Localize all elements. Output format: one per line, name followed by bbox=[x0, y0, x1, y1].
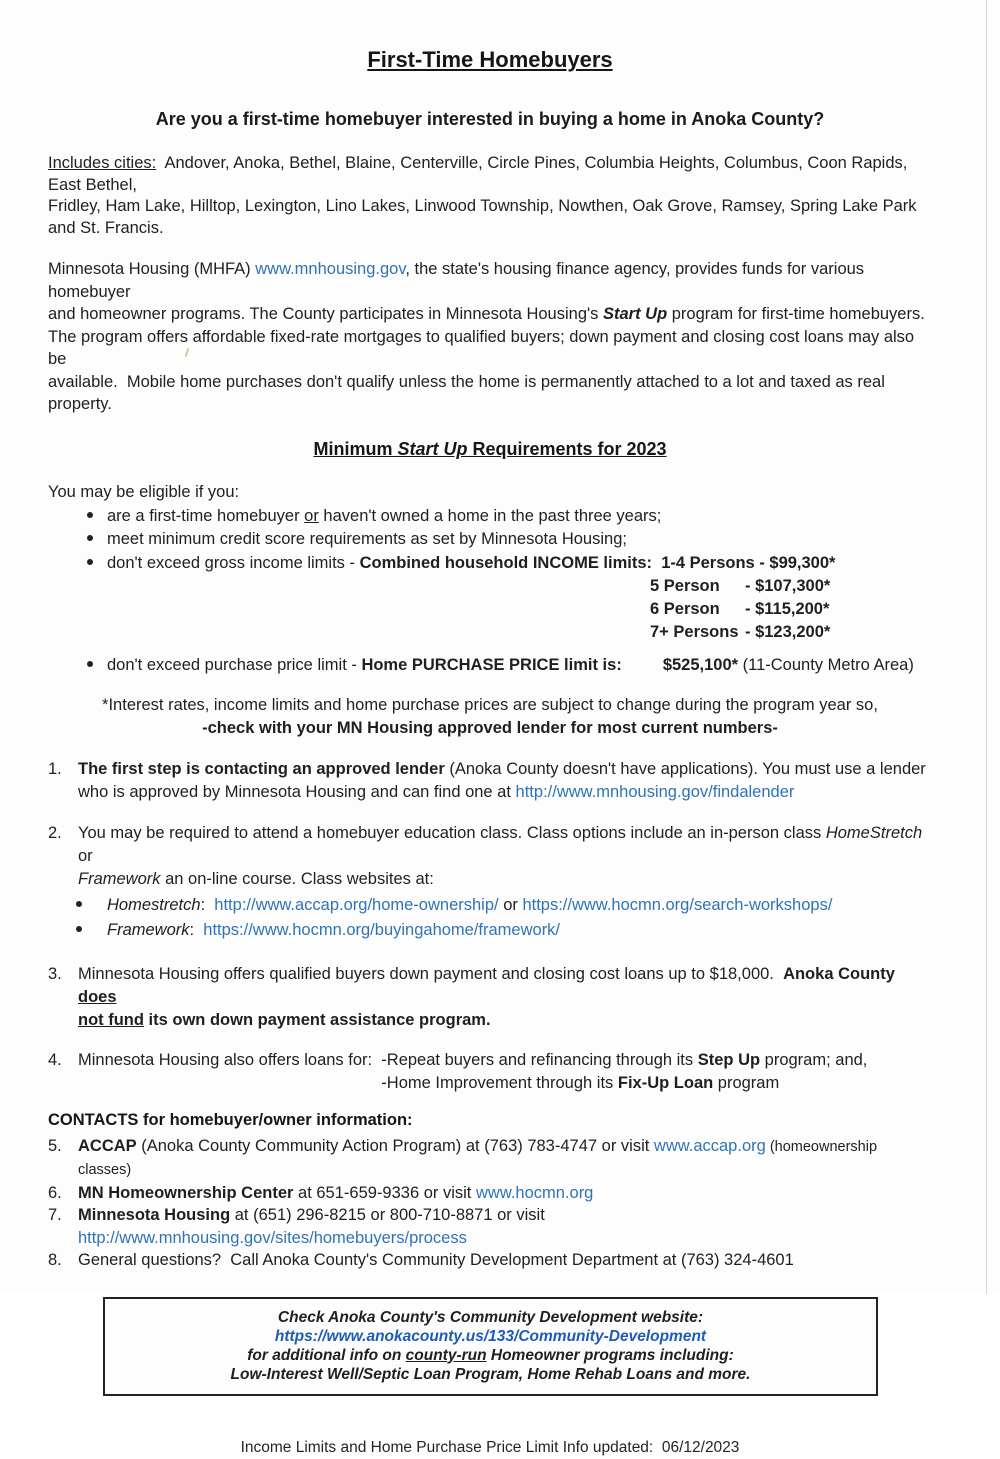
contacts-list bbox=[48, 1135, 932, 1272]
income-row-value: - $107,300* bbox=[745, 577, 831, 595]
step-1-line1-rest: (Anoka County doesn't have applications). You must use a lender bbox=[444, 759, 926, 778]
framework-label: Framework bbox=[107, 920, 190, 939]
bullet-icon bbox=[87, 661, 93, 667]
includes-cities-list-line2: Fridley, Ham Lake, Hilltop, Lexington, Lino Lakes, Linwood Township, Nowthen, Oak Grove, Ramsey, Spring Lake Park and St. Francis. bbox=[48, 197, 922, 237]
mhfa-line2-post: program for first-time homebuyers. bbox=[667, 305, 925, 323]
step-1 bbox=[48, 758, 932, 804]
eligible-intro: You may be eligible if you: bbox=[48, 482, 240, 501]
contact-general-questions-text: General questions? Call Anoka County's Community Development Department at (763) 324-4601 bbox=[78, 1251, 794, 1269]
includes-cities-paragraph bbox=[48, 153, 932, 239]
bullet-purchase-price-text bbox=[107, 654, 932, 678]
hocmn-framework-link[interactable]: https://www.hocmn.org/buyingahome/framework/ bbox=[203, 920, 561, 939]
income-row-value: - $123,200* bbox=[745, 623, 831, 641]
accap-link[interactable]: www.accap.org bbox=[653, 1136, 766, 1155]
step-4-home-improvement-pre: -Home Improvement through its bbox=[381, 1073, 618, 1092]
step-3-does-underlined: does bbox=[78, 987, 117, 1006]
step-2 bbox=[48, 822, 932, 891]
contact-accap bbox=[48, 1135, 932, 1182]
mhfa-line4: available. Mobile home purchases don't qualify unless the home is permanently attached to a lot and taxed as real property. bbox=[48, 372, 890, 413]
purchase-price-value: $525,100* bbox=[662, 656, 739, 674]
requirements-heading-pre: Minimum bbox=[313, 438, 398, 459]
step-4-repeat-post: program; and, bbox=[760, 1050, 868, 1069]
hocmn-link[interactable]: www.hocmn.org bbox=[475, 1183, 594, 1202]
contact-6-number: 6. bbox=[48, 1183, 62, 1202]
bullet-purchase-price bbox=[48, 654, 932, 678]
purchase-price-pre: don't exceed purchase price limit - bbox=[107, 656, 362, 674]
minnesota-housing-name: Minnesota Housing bbox=[78, 1206, 231, 1224]
bullet-marker bbox=[48, 552, 107, 645]
info-box-line2-pre: for additional info on bbox=[247, 1346, 406, 1364]
income-row-value: - $115,200* bbox=[745, 600, 830, 618]
scan-edge-artifact bbox=[986, 0, 987, 1294]
mhfa-line2-pre: and homeowner programs. The County participates in Minnesota Housing's bbox=[48, 305, 603, 323]
contact-minnesota-housing-text bbox=[78, 1204, 932, 1249]
info-box-line3: Low-Interest Well/Septic Loan Program, Home Rehab Loans and more. bbox=[230, 1365, 751, 1383]
contact-mn-homeownership bbox=[48, 1182, 932, 1205]
numbered-steps bbox=[48, 758, 932, 1095]
anokacounty-community-development-link[interactable]: https://www.anokacounty.us/133/Community-Development bbox=[274, 1327, 707, 1345]
contact-mn-homeownership-text bbox=[78, 1182, 932, 1205]
step-3 bbox=[48, 963, 932, 1032]
contact-minnesota-housing bbox=[48, 1204, 932, 1249]
bullet-first-time-pre: are a first-time homebuyer bbox=[107, 506, 305, 525]
income-limits-pre: don't exceed gross income limits - bbox=[107, 553, 360, 572]
requirements-heading-startup: Start Up bbox=[397, 438, 468, 459]
includes-cities-list-line1: Andover, Anoka, Bethel, Blaine, Centerville, Circle Pines, Columbia Heights, Columbus, Coon Rapids, East Bethel, bbox=[48, 154, 912, 194]
step-4-home-improvement-post: program bbox=[713, 1073, 780, 1092]
income-limit-1-4-persons: 1-4 Persons - $99,300* bbox=[661, 553, 836, 572]
or-text: or bbox=[498, 895, 523, 914]
bullet-credit-score bbox=[48, 528, 932, 552]
income-row-5-person bbox=[650, 575, 932, 598]
income-row-6-person bbox=[650, 598, 932, 621]
mhfa-line3: The program offers affordable fixed-rate mortgages to qualified buyers; down payment and closing cost loans may also be bbox=[48, 327, 919, 368]
step-4-loan-types bbox=[381, 1049, 867, 1095]
contact-7-number: 7. bbox=[48, 1206, 62, 1224]
info-box-line1-pre: Check Anoka County's Community Development website: bbox=[277, 1308, 708, 1326]
income-limits-bold-label: Combined household INCOME limits: bbox=[359, 553, 653, 572]
bullet-income-limits bbox=[48, 552, 932, 645]
income-row-label: 7+ Persons bbox=[650, 623, 739, 641]
step-1-text bbox=[78, 758, 932, 804]
bullet-first-time-or: or bbox=[304, 506, 319, 525]
requirements-heading-post: Requirements for 2023 bbox=[467, 438, 667, 459]
requirements-heading-text bbox=[313, 439, 666, 459]
rates-disclaimer-line1: *Interest rates, income limits and home purchase prices are subject to change during the program year so, bbox=[102, 695, 878, 714]
info-box-line2 bbox=[111, 1346, 870, 1365]
bullet-icon bbox=[76, 901, 82, 907]
income-limits-line bbox=[107, 552, 932, 576]
step-3-text bbox=[78, 963, 932, 1032]
page-title-text: First-Time Homebuyers bbox=[367, 47, 613, 72]
includes-cities-label: Includes cities: bbox=[48, 154, 157, 172]
step-2-line1-pre: You may be required to attend a homebuyer education class. Class options include an in-person class bbox=[78, 823, 826, 842]
mn-homeownership-center-name: MN Homeownership Center bbox=[78, 1183, 294, 1202]
step-4-number: 4. bbox=[48, 1050, 62, 1069]
bullet-homestretch-text bbox=[107, 893, 932, 918]
step-1-line2-pre: who is approved by Minnesota Housing and can find one at bbox=[78, 782, 516, 801]
county-run-underlined: county-run bbox=[405, 1346, 487, 1364]
purchase-price-bold-label: Home PURCHASE PRICE limit is: bbox=[361, 656, 622, 674]
colon: : bbox=[200, 895, 215, 914]
bullet-framework-text bbox=[107, 918, 932, 943]
start-up-program-name: Start Up bbox=[602, 305, 668, 323]
accap-name: ACCAP bbox=[78, 1136, 137, 1155]
step-4-repeat-pre: -Repeat buyers and refinancing through its bbox=[381, 1050, 698, 1069]
bullet-marker bbox=[48, 893, 107, 918]
income-row-label: 6 Person bbox=[650, 600, 720, 618]
mnhousing-link[interactable]: www.mnhousing.gov bbox=[255, 260, 406, 278]
mnhousing-homebuyers-link[interactable]: http://www.mnhousing.gov/sites/homebuyers/process bbox=[78, 1228, 467, 1247]
step-1-number: 1. bbox=[48, 759, 62, 778]
info-box-line2-post: Homeowner programs including: bbox=[486, 1346, 734, 1364]
contact-5-number: 5. bbox=[48, 1136, 62, 1155]
contact-accap-text bbox=[78, 1135, 932, 1182]
step-2-text bbox=[78, 822, 932, 891]
hocmn-search-workshops-link[interactable]: https://www.hocmn.org/search-workshops/ bbox=[522, 895, 833, 914]
bullet-homestretch bbox=[48, 893, 932, 918]
contact-8-number: 8. bbox=[48, 1251, 62, 1269]
colon: : bbox=[189, 920, 204, 939]
step-3-number: 3. bbox=[48, 964, 62, 983]
mhfa-line1-pre: Minnesota Housing (MHFA) bbox=[48, 260, 256, 278]
community-development-info-box bbox=[103, 1297, 878, 1396]
step-3-line1-pre: Minnesota Housing offers qualified buyers down payment and closing cost loans up to $18,000. bbox=[78, 964, 784, 983]
contact-general-questions bbox=[48, 1249, 932, 1272]
framework-class-name: Framework bbox=[78, 869, 161, 888]
step-2-line1-post: or bbox=[78, 823, 927, 865]
contact-minnesota-housing-mid: at (651) 296-8215 or 800-710-8871 or visit bbox=[230, 1206, 550, 1224]
contacts-heading: CONTACTS for homebuyer/owner information: bbox=[48, 1110, 413, 1129]
rates-disclaimer-line2: -check with your MN Housing approved lender for most current numbers- bbox=[202, 718, 778, 737]
contact-accap-note: (homeownership classes) bbox=[78, 1138, 882, 1178]
bullet-credit-score-text: meet minimum credit score requirements as set by Minnesota Housing; bbox=[107, 530, 627, 548]
mhfa-line1-post: , the state's housing finance agency, provides funds for various homebuyer bbox=[48, 260, 869, 301]
bullet-icon bbox=[87, 512, 93, 518]
bullet-icon bbox=[87, 535, 93, 541]
income-limits-gap bbox=[652, 554, 661, 572]
bullet-marker bbox=[48, 918, 107, 943]
step-3-not-fund-underlined: not fund bbox=[78, 1010, 144, 1029]
income-row-label: 5 Person bbox=[650, 577, 720, 595]
rates-disclaimer bbox=[48, 694, 932, 740]
findalender-link[interactable]: http://www.mnhousing.gov/findalender bbox=[515, 782, 795, 801]
step-1-bold: The first step is contacting an approved lender bbox=[78, 759, 445, 778]
homestretch-label: Homestretch bbox=[107, 895, 201, 914]
step-2-line2-post: an on-line course. Class websites at: bbox=[160, 869, 434, 888]
step-3-anoka-county: Anoka County bbox=[783, 964, 900, 983]
bullet-icon bbox=[76, 926, 82, 932]
class-website-bullets bbox=[48, 893, 932, 943]
step-3-line2-bold: its own down payment assistance program. bbox=[143, 1010, 491, 1029]
page-title bbox=[48, 46, 932, 73]
bullet-first-time bbox=[48, 505, 932, 529]
income-row-7-plus-persons bbox=[650, 621, 932, 644]
info-box-line1 bbox=[111, 1308, 870, 1346]
step-4-intro: Minnesota Housing also offers loans for: bbox=[78, 1050, 382, 1069]
footer-updated-note: Income Limits and Home Purchase Price Limit Info updated: 06/12/2023 bbox=[240, 1438, 740, 1456]
bullet-income-limits-body bbox=[107, 552, 932, 645]
fix-up-loan-program-name: Fix-Up Loan bbox=[617, 1073, 714, 1092]
step-2-number: 2. bbox=[48, 823, 62, 842]
page-subtitle: Are you a first-time homebuyer interested in buying a home in Anoka County? bbox=[155, 109, 825, 129]
homestretch-class-name: HomeStretch bbox=[825, 823, 923, 842]
contact-mn-homeownership-mid: at 651-659-9336 or visit bbox=[293, 1183, 476, 1202]
requirements-heading bbox=[48, 438, 932, 460]
contact-accap-mid: (Anoka County Community Action Program) at (763) 783-4747 or visit bbox=[136, 1136, 654, 1155]
bullet-framework bbox=[48, 918, 932, 943]
bullet-marker bbox=[48, 654, 107, 678]
bullet-icon bbox=[87, 559, 93, 565]
step-4 bbox=[48, 1049, 932, 1095]
bullet-marker bbox=[48, 528, 107, 552]
step-up-program-name: Step Up bbox=[697, 1050, 761, 1069]
bullet-first-time-text bbox=[107, 505, 932, 529]
accap-home-ownership-link[interactable]: http://www.accap.org/home-ownership/ bbox=[214, 895, 499, 914]
eligibility-bullet-list bbox=[48, 505, 932, 678]
mhfa-paragraph bbox=[48, 258, 932, 416]
bullet-first-time-post: haven't owned a home in the past three years; bbox=[318, 506, 662, 525]
income-limit-table bbox=[650, 575, 932, 644]
purchase-price-area: (11-County Metro Area) bbox=[738, 656, 914, 674]
step-4-text bbox=[78, 1049, 932, 1095]
bullet-marker bbox=[48, 505, 107, 529]
